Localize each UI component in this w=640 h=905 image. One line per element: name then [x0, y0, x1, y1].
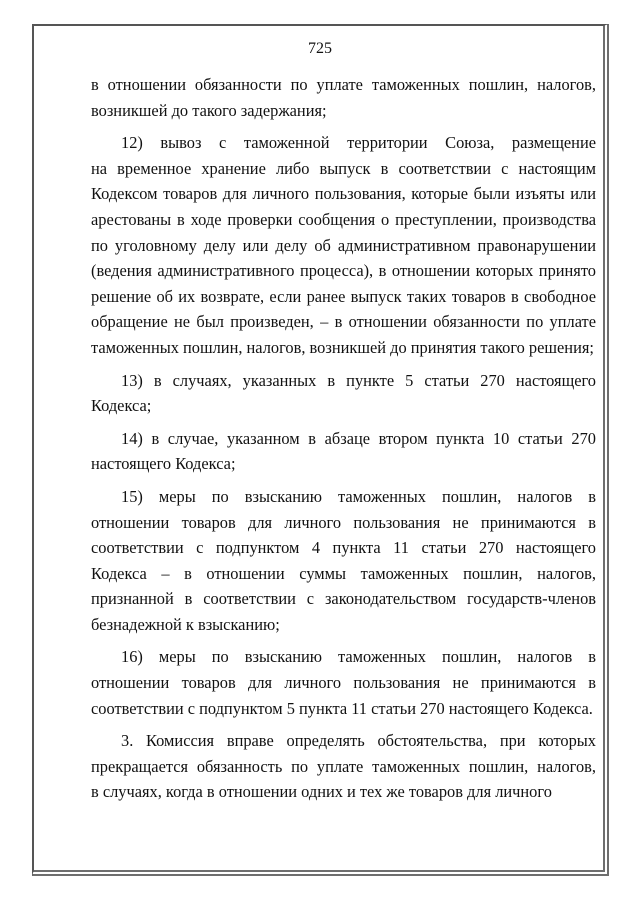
paragraph-item-14 [91, 426, 596, 477]
text-line: признанной в соответствии с законодательством государств-членов [91, 589, 596, 609]
paragraph-clause-3 [91, 728, 596, 805]
text-line: 13) в случаях, указанных в пункте 5 статьи 270 настоящего [121, 370, 596, 390]
text-line: решение об их возврате, если ранее выпуск таких товаров в свободное [91, 286, 596, 306]
text-line: соответствии с подпунктом 4 пункта 11 статьи 270 настоящего [91, 538, 596, 558]
text-line: обращение не был произведен, – в отношении обязанности по уплате [91, 312, 596, 332]
text-line: настоящего Кодекса; [91, 454, 236, 474]
text-line: на временное хранение либо выпуск в соответствии с настоящим [91, 158, 596, 178]
text-line: соответствии с подпунктом 5 пункта 11 статьи 270 настоящего Кодекса. [91, 698, 593, 718]
text-line: возникшей до такого задержания; [91, 100, 327, 120]
paragraph-continuation [91, 72, 596, 123]
text-line: арестованы в ходе проверки сообщения о преступлении, производства [91, 209, 596, 229]
text-line: безнадежной к взысканию; [91, 614, 280, 634]
paragraph-item-12 [91, 130, 596, 360]
text-line: (ведения административного процесса), в отношении которых принято [91, 261, 596, 281]
paragraph-item-16 [91, 644, 596, 721]
text-line: по уголовному делу или делу об административном правонарушении [91, 235, 596, 255]
paragraph-item-13 [91, 368, 596, 419]
text-line: в случаях, когда в отношении одних и тех же товаров для личного [91, 782, 552, 802]
text-line: таможенных пошлин, налогов, возникшей до принятия такого решения; [91, 337, 594, 357]
text-line: 3. Комиссия вправе определять обстоятельства, при которых [121, 731, 596, 751]
text-line: 12) вывоз с таможенной территории Союза, размещение [121, 133, 596, 153]
text-line: отношении товаров для личного пользования не принимаются в [91, 512, 596, 532]
text-line: прекращается обязанность по уплате таможенных пошлин, налогов, [91, 756, 596, 776]
text-line: 14) в случае, указанном в абзаце втором пункта 10 статьи 270 [121, 428, 596, 448]
page-number: 725 [308, 40, 332, 57]
document-body [91, 72, 596, 805]
text-line: Кодексом товаров для личного пользования, которые были изъяты или [91, 184, 596, 204]
text-line: 15) меры по взысканию таможенных пошлин, налогов в [121, 486, 596, 506]
text-line: Кодекса; [91, 396, 152, 416]
text-line: в отношении обязанности по уплате таможенных пошлин, налогов, [91, 75, 596, 94]
paragraph-item-15 [91, 484, 596, 638]
text-line: 16) меры по взысканию таможенных пошлин, налогов в [121, 647, 596, 667]
text-line: отношении товаров для личного пользования не принимаются в [91, 673, 596, 693]
text-line: Кодекса – в отношении суммы таможенных пошлин, налогов, [91, 563, 596, 583]
